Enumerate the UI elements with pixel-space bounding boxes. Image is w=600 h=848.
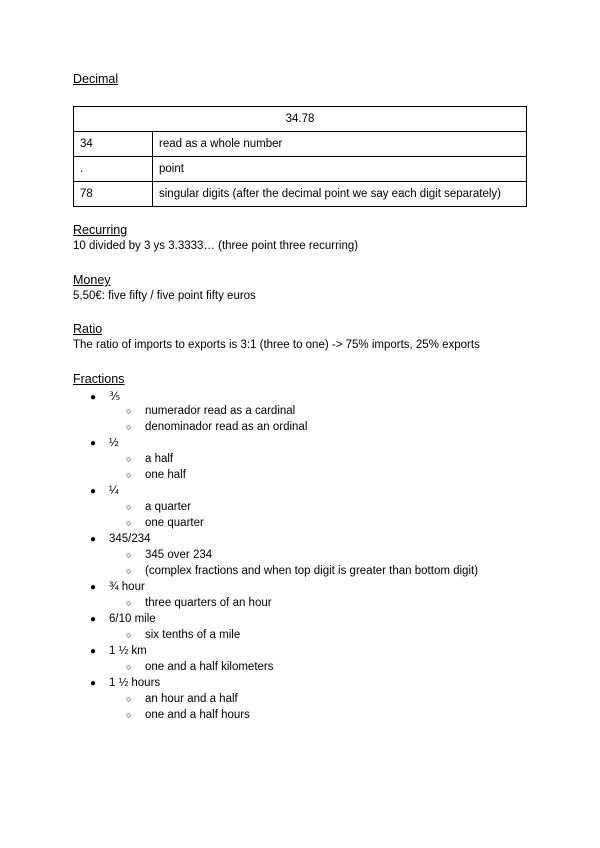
list-item-label: 1 ½ km [109, 645, 147, 657]
circle-bullet-icon: ○ [126, 406, 132, 416]
table-row [74, 157, 527, 182]
sub-list-item [126, 693, 238, 705]
bullet-icon: ● [90, 614, 97, 625]
circle-bullet-icon: ○ [126, 566, 132, 576]
ratio-text: The ratio of imports to exports is 3:1 (three to one) -> 75% imports, 25% exports [73, 339, 480, 351]
decimal-number-cell: 34.78 [74, 107, 527, 132]
sub-list-item [126, 501, 191, 513]
circle-bullet-icon: ○ [126, 422, 132, 432]
sub-list-item-label: (complex fractions and when top digit is greater than bottom digit) [145, 565, 479, 577]
circle-bullet-icon: ○ [126, 630, 132, 640]
sub-list-item [126, 517, 204, 529]
sub-list-item [126, 565, 478, 577]
sub-list-item [126, 405, 295, 417]
list-item-label: 345/234 [109, 533, 151, 545]
bullet-icon: ● [90, 438, 97, 449]
circle-bullet-icon: ○ [126, 550, 132, 560]
circle-bullet-icon: ○ [126, 502, 132, 512]
sub-list-item-label: numerador read as a cardinal [145, 405, 296, 417]
table-row [74, 182, 527, 207]
list-item [90, 437, 119, 449]
circle-bullet-icon: ○ [126, 694, 132, 704]
sub-list-item [126, 709, 250, 721]
table-cell-part: 78 [74, 182, 153, 207]
circle-bullet-icon: ○ [126, 454, 132, 464]
circle-bullet-icon: ○ [126, 598, 132, 608]
sub-list-item-label: a quarter [145, 501, 192, 513]
table-row [74, 132, 527, 157]
sub-list-item [126, 549, 212, 561]
sub-list-item [126, 453, 173, 465]
sub-list-item-label: a half [145, 453, 174, 465]
sub-list-item [126, 629, 240, 641]
table-cell-part: 34 [74, 132, 153, 157]
list-item-label: ¾ hour [109, 581, 145, 593]
sub-list-item-label: six tenths of a mile [145, 629, 241, 641]
bullet-icon: ● [90, 392, 97, 403]
recurring-heading: Recurring [73, 223, 128, 237]
money-heading: Money [73, 273, 111, 287]
decimal-heading: Decimal [73, 72, 119, 86]
decimal-table [73, 106, 527, 207]
sub-list-item-label: denominador read as an ordinal [145, 421, 308, 433]
sub-list-item [126, 421, 307, 433]
sub-list-item-label: one quarter [145, 517, 204, 529]
sub-list-item-label: 345 over 234 [145, 549, 213, 561]
list-item [90, 533, 151, 545]
bullet-icon: ● [90, 646, 97, 657]
bullet-icon: ● [90, 582, 97, 593]
list-item [90, 677, 160, 689]
sub-list-item-label: one half [145, 469, 186, 481]
circle-bullet-icon: ○ [126, 470, 132, 480]
sub-list-item-label: three quarters of an hour [145, 597, 272, 609]
sub-list-item-label: one and a half kilometers [145, 661, 274, 673]
list-item-label: ½ [109, 437, 119, 449]
table-cell-meaning: singular digits (after the decimal point we say each digit separately) [153, 182, 527, 207]
list-item-label: ⅗ [109, 391, 121, 403]
list-item [90, 485, 119, 497]
circle-bullet-icon: ○ [126, 710, 132, 720]
table-row [74, 107, 527, 132]
list-item [90, 389, 120, 403]
list-item-label: ¼ [109, 485, 119, 497]
table-cell-meaning: read as a whole number [153, 132, 527, 157]
sub-list-item-label: one and a half hours [145, 709, 250, 721]
sub-list-item-label: an hour and a half [145, 693, 238, 705]
sub-list-item [126, 469, 186, 481]
bullet-icon: ● [90, 534, 97, 545]
list-item [90, 645, 147, 657]
list-item-label: 1 ½ hours [109, 677, 161, 689]
sub-list-item [126, 597, 272, 609]
list-item-label: 6/10 mile [109, 613, 156, 625]
sub-list-item [126, 661, 274, 673]
bullet-icon: ● [90, 486, 97, 497]
circle-bullet-icon: ○ [126, 518, 132, 528]
list-item [90, 581, 145, 593]
table-cell-part: . [74, 157, 153, 182]
ratio-heading: Ratio [73, 322, 103, 336]
bullet-icon: ● [90, 678, 97, 689]
fractions-heading: Fractions [73, 372, 125, 386]
table-cell-meaning: point [153, 157, 527, 182]
recurring-text: 10 divided by 3 ys 3.3333… (three point three recurring) [73, 240, 359, 252]
list-item [90, 613, 156, 625]
money-text: 5,50€: five fifty / five point fifty euros [73, 290, 256, 302]
circle-bullet-icon: ○ [126, 662, 132, 672]
